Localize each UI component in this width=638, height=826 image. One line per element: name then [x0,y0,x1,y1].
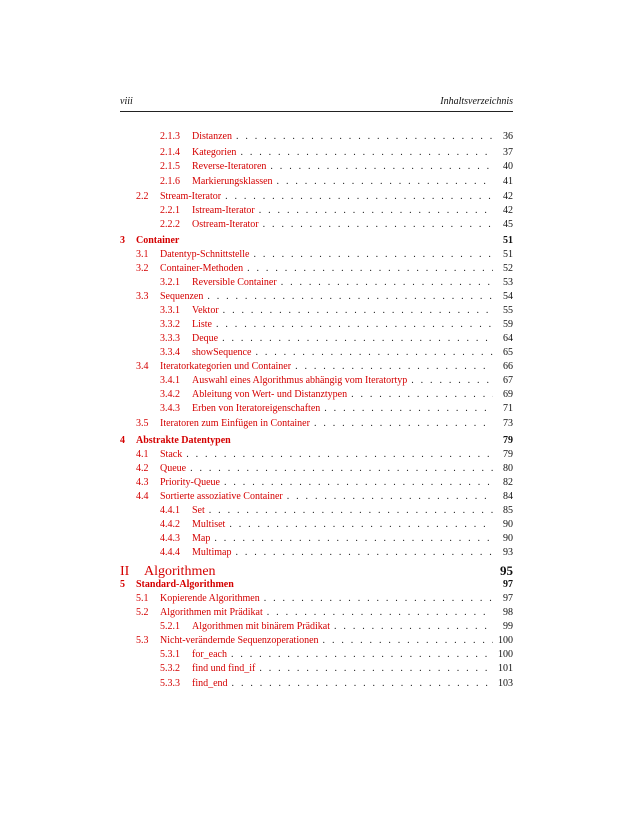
toc-entry-number: 3.2 [136,263,149,274]
toc-entry-page: 71 [503,403,513,414]
toc-entry-page: 103 [498,678,513,689]
toc-leader [259,662,493,676]
toc-entry-number: 2.2 [136,191,149,202]
toc-entry[interactable] [120,218,513,232]
toc-entry-number: 5.2.1 [160,621,180,632]
toc-entry-page: 53 [503,277,513,288]
toc-entry-title[interactable]: Ableitung von Wert- und Distanztypen [192,389,348,400]
toc-leader [207,290,493,304]
toc-entry-page: 100 [498,649,513,660]
toc-leader [324,402,493,416]
toc-entry-page: 36 [503,131,513,142]
toc-entry-page: 65 [503,347,513,358]
toc-entry-page: 42 [503,191,513,202]
toc-entry[interactable] [120,360,513,374]
toc-entry[interactable] [120,204,513,218]
toc-entry-number: 3.1 [136,249,149,260]
toc-leader [229,518,493,532]
toc-entry-number: 2.1.5 [160,161,180,172]
toc-leader [270,160,493,174]
toc-entry[interactable] [120,518,513,532]
toc-entry-page: 40 [503,161,513,172]
toc-entry[interactable] [120,448,513,462]
toc-entry-number: 3.3.1 [160,305,180,316]
toc-entry-number: 3.4.3 [160,403,180,414]
toc-leader [222,332,493,346]
toc-entry[interactable] [120,606,513,620]
toc-leader [259,204,493,218]
toc-leader [223,304,493,318]
toc-entry-title[interactable]: Kopierende Algorithmen [160,593,260,604]
toc-entry-number: 3.5 [136,418,149,429]
toc-entry-number: 5 [120,579,125,590]
toc-entry-page: 97 [503,593,513,604]
toc-entry-number: 4.2 [136,463,149,474]
toc-entry-page: 51 [503,249,513,260]
toc-entry[interactable] [120,346,513,360]
toc-entry-page: 93 [503,547,513,558]
toc-leader [314,417,493,431]
toc-leader [224,476,493,490]
toc-entry-number: II [120,564,130,579]
toc-entry-title[interactable]: for_each [192,649,227,660]
toc-entry-title[interactable]: Erben von Iteratoreigenschaften [192,403,321,414]
toc-entry[interactable] [120,546,513,560]
toc-entry-title[interactable]: Algorithmen [144,564,216,579]
toc-entry[interactable] [120,578,513,592]
toc-entry-title[interactable]: Container-Methoden [160,263,244,274]
toc-entry-page: 73 [503,418,513,429]
toc-entry[interactable] [120,532,513,546]
toc-entry-number: 5.2 [136,607,149,618]
toc-entry-title[interactable]: Reverse-Iteratoren [192,161,267,172]
toc-entry-title[interactable]: Iteratoren zum Einfügen in Container [160,418,310,429]
toc-entry-number: 2.1.4 [160,147,180,158]
toc-entry-number: 4.4.1 [160,505,180,516]
page-number-label: viii [120,96,133,107]
toc-entry-title[interactable]: Sortierte assoziative Container [160,491,283,502]
toc-entry[interactable] [120,677,513,691]
toc-entry-number: 3.4.2 [160,389,180,400]
toc-entry-page: 51 [503,235,513,246]
toc-entry-number: 3.2.1 [160,277,180,288]
toc-entry[interactable] [120,332,513,346]
toc-entry[interactable] [120,388,513,402]
toc-entry-page: 52 [503,263,513,274]
toc-entry-page: 45 [503,219,513,230]
toc-entry-number: 4.4 [136,491,149,502]
toc-leader [323,634,493,648]
toc-entry[interactable] [120,276,513,290]
toc-entry-title[interactable]: showSequence [192,347,252,358]
toc-leader [295,360,493,374]
toc-leader [235,546,493,560]
toc-entry-page: 95 [500,563,513,578]
toc-entry-number: 3.3.4 [160,347,180,358]
toc-entry-page: 80 [503,463,513,474]
toc-entry-title[interactable]: Istream-Iterator [192,205,255,216]
toc-leader [225,190,493,204]
toc-entry-title[interactable]: Datentyp-Schnittstelle [160,249,250,260]
toc-entry[interactable] [120,592,513,606]
toc-leader [277,175,493,189]
toc-entry-title[interactable]: Algorithmen mit Prädikat [160,607,263,618]
running-title: Inhaltsverzeichnis [440,96,513,107]
toc-leader [264,592,493,606]
toc-entry-title[interactable]: Markierungsklassen [192,176,273,187]
toc-entry-title[interactable]: Deque [192,333,219,344]
toc-entry[interactable] [120,190,513,204]
toc-entry[interactable] [120,234,513,248]
toc-entry-number: 5.3.2 [160,663,180,674]
toc-entry-page: 37 [503,147,513,158]
toc-entry-page: 69 [503,389,513,400]
toc-entry-number: 2.2.1 [160,205,180,216]
toc-entry-page: 98 [503,607,513,618]
toc-entry-page: 55 [503,305,513,316]
toc-leader [232,677,493,691]
toc-entry-page: 97 [503,579,513,590]
toc-entry-title[interactable]: Sequenzen [160,291,204,302]
toc-entry-title[interactable]: Abstrakte Datentypen [136,435,231,446]
toc-entry-number: 3 [120,235,125,246]
toc-leader [214,532,493,546]
toc-entry-number: 2.2.2 [160,219,180,230]
toc-entry-title[interactable]: Algorithmen mit binärem Prädikat [192,621,331,632]
toc-entry-title[interactable]: Stream-Iterator [160,191,222,202]
toc-entry[interactable] [120,648,513,662]
toc-entry-page: 59 [503,319,513,330]
toc-entry-page: 64 [503,333,513,344]
toc-entry-number: 5.3 [136,635,149,646]
toc-entry-title[interactable]: Reversible Container [192,277,277,288]
toc-entry-number: 5.3.1 [160,649,180,660]
toc-entry[interactable] [120,417,513,431]
toc-entry-title[interactable]: Multiset [192,519,226,530]
toc-entry-number: 3.4 [136,361,149,372]
toc-entry[interactable] [120,620,513,634]
toc-entry-number: 3.3.3 [160,333,180,344]
toc-leader [216,318,493,332]
toc-entry-page: 82 [503,477,513,488]
toc-entry-title[interactable]: Kategorien [192,147,237,158]
toc-entry-title[interactable]: find_end [192,678,228,689]
toc-entry[interactable] [120,434,513,448]
toc-entry-title[interactable]: Set [192,505,205,516]
toc-entry[interactable] [120,160,513,174]
toc-entry-title[interactable]: Multimap [192,547,232,558]
toc-entry-page: 66 [503,361,513,372]
toc-entry-number: 4.3 [136,477,149,488]
toc-entry[interactable] [120,146,513,160]
toc-entry[interactable] [120,662,513,676]
toc-entry-title[interactable]: Stack [160,449,183,460]
toc-entry-page: 79 [503,435,513,446]
toc-leader [209,504,493,518]
toc-entry-number: 2.1.6 [160,176,180,187]
toc-entry[interactable] [120,374,513,388]
toc-leader [247,262,493,276]
toc-leader [240,146,493,160]
toc-leader [287,490,493,504]
toc-entry-title[interactable]: Liste [192,319,212,330]
toc-entry[interactable] [120,130,513,144]
toc-entry[interactable] [120,504,513,518]
toc-entry-number: 3.4.1 [160,375,180,386]
toc-entry-title[interactable]: Distanzen [192,131,232,142]
toc-leader [186,448,493,462]
toc-entry-number: 5.1 [136,593,149,604]
toc-entry[interactable] [120,634,513,648]
toc-entry[interactable] [120,490,513,504]
header-rule [120,111,513,112]
toc-entry-title[interactable]: Container [136,235,180,246]
toc-leader [267,606,493,620]
toc-entry[interactable] [120,476,513,490]
toc-entry-page: 67 [503,375,513,386]
toc-entry-page: 100 [498,635,513,646]
toc-entry[interactable] [120,462,513,476]
toc-entry-title[interactable]: Queue [160,463,187,474]
toc-entry-number: 4.1 [136,449,149,460]
toc-entry-number: 4.4.2 [160,519,180,530]
toc-entry-page: 90 [503,519,513,530]
toc-entry-page: 54 [503,291,513,302]
toc-entry-title[interactable]: Standard-Algorithmen [136,579,234,590]
toc-entry-title[interactable]: Nicht-verändernde Sequenzoperationen [160,635,319,646]
toc-leader [236,130,493,144]
toc-entry-title[interactable]: Auswahl eines Algorithmus abhängig vom Iteratortyp [192,375,408,386]
toc-entry-page: 41 [503,176,513,187]
toc-leader [255,346,493,360]
toc-entry-number: 3.3.2 [160,319,180,330]
toc-entry[interactable] [120,248,513,262]
toc-leader [253,248,493,262]
toc-entry-page: 42 [503,205,513,216]
toc-entry-page: 79 [503,449,513,460]
toc-leader [190,462,493,476]
toc-leader [411,374,493,388]
toc-entry-number: 3.3 [136,291,149,302]
toc-entry[interactable] [120,318,513,332]
toc-entry-title[interactable]: Map [192,533,211,544]
toc-entry-page: 101 [498,663,513,674]
toc-entry-page: 90 [503,533,513,544]
toc-entry-number: 4 [120,435,125,446]
toc-entry-title[interactable]: find und find_if [192,663,256,674]
toc-entry-number: 2.1.3 [160,131,180,142]
toc-entry-title[interactable]: Priority-Queue [160,477,220,488]
toc-entry-page: 99 [503,621,513,632]
toc-entry[interactable] [120,262,513,276]
toc-entry-title[interactable]: Vektor [192,305,219,316]
running-header [120,96,513,110]
toc-leader [231,648,493,662]
toc-entry-number: 5.3.3 [160,678,180,689]
toc-entry-number: 4.4.3 [160,533,180,544]
toc-entry-page: 85 [503,505,513,516]
toc-entry-title[interactable]: Ostream-Iterator [192,219,259,230]
toc-entry-page: 84 [503,491,513,502]
toc-leader [351,388,493,402]
toc-leader [263,218,493,232]
toc-entry-title[interactable]: Iteratorkategorien und Container [160,361,292,372]
toc-leader [281,276,493,290]
toc-leader [334,620,493,634]
toc-entry-number: 4.4.4 [160,547,180,558]
toc-entry[interactable] [120,175,513,189]
toc-entry[interactable] [120,402,513,416]
toc-entry[interactable] [120,304,513,318]
toc-entry[interactable] [120,290,513,304]
